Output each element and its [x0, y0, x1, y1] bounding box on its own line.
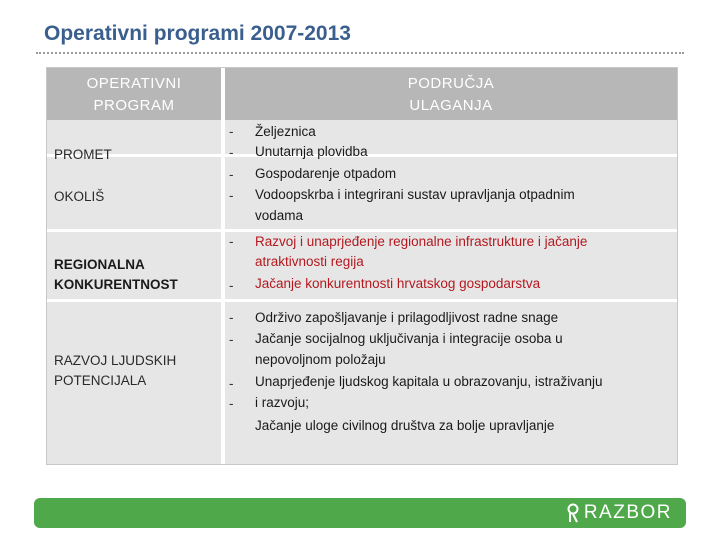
row-divider [47, 299, 677, 302]
area-regionalna-infra-line1: Razvoj i unaprjeđenje regionalne infrastrukture i jačanje [255, 234, 588, 249]
logo-mark-icon [566, 503, 580, 523]
area-ljudski-kapital-line2: i razvoju; [255, 395, 310, 410]
area-regionalna-infra-line2: atraktivnosti regija [255, 254, 364, 269]
bullet-dash: - [229, 332, 234, 347]
program-regionalna-line1: REGIONALNA [54, 257, 145, 272]
area-socijalno-line1: Jačanje socijalnog uključivanja i integracije osoba u [255, 331, 563, 346]
header-program: OPERATIVNI PROGRAM [86, 75, 182, 114]
bullet-dash: - [229, 310, 234, 325]
area-vodoopskrba-line1: Vodoopskrba i integrirani sustav upravljanja otpadnim [255, 187, 575, 202]
page-title: Operativni programi 2007-2013 [44, 22, 351, 45]
title-divider [36, 52, 684, 54]
program-regionalna-line2: KONKURENTNOST [54, 277, 178, 292]
header-divider [221, 68, 225, 120]
bullet-dash: - [229, 396, 234, 411]
programs-table [46, 67, 678, 465]
area-vodoopskrba-line2: vodama [255, 208, 304, 223]
program-promet: PROMET [54, 147, 112, 162]
razbor-logo [566, 502, 672, 524]
area-zaposljavanje: Održivo zapošljavanje i prilagodljivost radne snage [255, 310, 559, 325]
area-plovidba: Unutarnja plovidba [255, 144, 368, 159]
table-header [47, 68, 677, 120]
bullet-dash: - [229, 124, 234, 139]
bullet-dash: - [229, 376, 234, 391]
program-okolis: OKOLIŠ [54, 189, 105, 204]
area-otpad: Gospodarenje otpadom [255, 166, 397, 181]
bullet-dash: - [229, 188, 234, 203]
program-razvoj-line1: RAZVOJ LJUDSKIH [54, 353, 177, 368]
program-razvoj-line2: POTENCIJALA [54, 373, 147, 388]
area-ljudski-kapital-line1: Unaprjeđenje ljudskog kapitala u obrazovanju, istraživanju [255, 374, 603, 389]
header-areas: PODRUČJA ULAGANJA [407, 75, 495, 114]
area-konkurentnost: Jačanje konkurentnosti hrvatskog gospodarstva [255, 276, 541, 291]
area-socijalno-line2: nepovoljnom položaju [255, 352, 386, 367]
area-civilno-drustvo: Jačanje uloge civilnog društva za bolje upravljanje [255, 418, 555, 433]
logo-text: RAZBOR [583, 502, 672, 523]
bullet-dash: - [229, 167, 234, 182]
footer-bar [34, 498, 686, 528]
column-divider [221, 120, 225, 464]
bullet-dash: - [229, 234, 234, 249]
bullet-dash: - [229, 145, 234, 160]
bullet-dash: - [229, 278, 234, 293]
area-zeljeznica: Željeznica [255, 124, 316, 139]
